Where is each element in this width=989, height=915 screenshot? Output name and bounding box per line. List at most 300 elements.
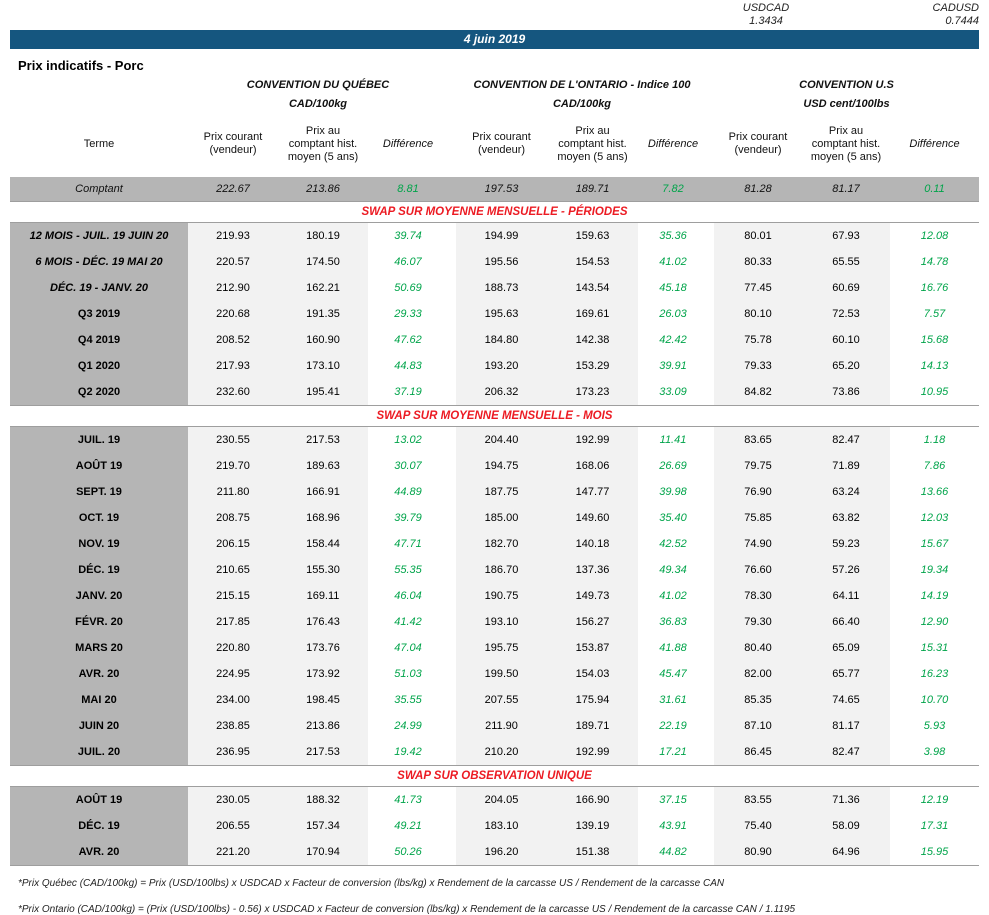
prix-courant-cell: 219.93 — [188, 223, 278, 249]
prix-courant-cell: 75.78 — [714, 327, 802, 353]
column-gap — [448, 635, 456, 661]
prix-courant-cell: 74.90 — [714, 531, 802, 557]
difference-cell: 11.41 — [638, 427, 708, 453]
prix-courant-cell: 83.55 — [714, 787, 802, 813]
footnote-quebec-formula: *Prix Québec (CAD/100kg) = Prix (USD/100lbs) x USDCAD x Facteur de conversion (lbs/kg) x Rendement de la carcasse US / Rendement de la carcasse CAN — [18, 878, 725, 889]
difference-cell: 13.66 — [890, 479, 979, 505]
terme-label: JUIL. 19 — [10, 427, 188, 453]
cadusd-label: CADUSD — [932, 2, 979, 14]
prix-comptant-cell: 137.36 — [547, 557, 638, 583]
section-title: SWAP SUR MOYENNE MENSUELLE - MOIS — [376, 410, 613, 422]
prix-courant-cell: 234.00 — [188, 687, 278, 713]
column-gap — [448, 427, 456, 453]
cadusd-value: 0.7444 — [945, 15, 979, 27]
prix-comptant-cell: 166.91 — [278, 479, 368, 505]
cadusd-rate — [859, 2, 979, 28]
prix-comptant-cell: 192.99 — [547, 427, 638, 453]
prix-comptant-cell: 159.63 — [547, 223, 638, 249]
prix-comptant-cell: 81.17 — [802, 713, 890, 739]
prix-courant-cell: 221.20 — [188, 839, 278, 865]
prix-comptant-cell: 158.44 — [278, 531, 368, 557]
difference-cell: 31.61 — [638, 687, 708, 713]
terme-label: AVR. 20 — [10, 839, 188, 865]
prix-comptant-cell: 147.77 — [547, 479, 638, 505]
column-gap — [448, 687, 456, 713]
quebec-prix-comptant-header: Prix au comptant hist. moyen (5 ans) — [287, 124, 359, 163]
table-row — [10, 453, 979, 479]
difference-cell: 12.19 — [890, 787, 979, 813]
difference-cell: 24.99 — [368, 713, 448, 739]
section-rows — [10, 222, 979, 406]
prix-comptant-cell: 142.38 — [547, 327, 638, 353]
prix-courant-cell: 76.90 — [714, 479, 802, 505]
difference-cell: 41.02 — [638, 583, 708, 609]
prix-comptant-cell: 154.53 — [547, 249, 638, 275]
prix-courant-cell: 190.75 — [456, 583, 547, 609]
prix-courant-cell: 217.93 — [188, 353, 278, 379]
terme-label: DÉC. 19 - JANV. 20 — [10, 275, 188, 301]
ontario-prix-comptant-header: Prix au comptant hist. moyen (5 ans) — [557, 124, 628, 163]
table-row — [10, 223, 979, 249]
section-rows — [10, 426, 979, 766]
difference-cell: 51.03 — [368, 661, 448, 687]
prix-courant-cell: 76.60 — [714, 557, 802, 583]
prix-comptant-cell: 63.82 — [802, 505, 890, 531]
difference-cell: 55.35 — [368, 557, 448, 583]
prix-courant-cell: 194.99 — [456, 223, 547, 249]
difference-cell: 33.09 — [638, 379, 708, 405]
difference-cell: 15.68 — [890, 327, 979, 353]
column-header-row — [10, 114, 979, 174]
prix-comptant-cell: 60.10 — [802, 327, 890, 353]
column-gap — [448, 275, 456, 301]
difference-cell: 35.40 — [638, 505, 708, 531]
prix-courant-cell: 187.75 — [456, 479, 547, 505]
column-gap — [448, 531, 456, 557]
difference-cell: 43.91 — [638, 813, 708, 839]
difference-cell: 46.07 — [368, 249, 448, 275]
table-row — [10, 479, 979, 505]
terme-label: NOV. 19 — [10, 531, 188, 557]
prix-comptant-cell: 64.11 — [802, 583, 890, 609]
table-row — [10, 713, 979, 739]
difference-cell: 17.31 — [890, 813, 979, 839]
terme-label: AVR. 20 — [10, 661, 188, 687]
difference-cell: 42.42 — [638, 327, 708, 353]
terme-label: 12 MOIS - JUIL. 19 JUIN 20 — [10, 223, 188, 249]
prix-courant-cell: 85.35 — [714, 687, 802, 713]
comptant-value: 213.86 — [278, 177, 368, 201]
terme-label: Q2 2020 — [10, 379, 188, 405]
ontario-difference-header: Différence — [647, 137, 699, 150]
prix-comptant-cell: 153.87 — [547, 635, 638, 661]
difference-cell: 26.03 — [638, 301, 708, 327]
prix-courant-cell: 75.85 — [714, 505, 802, 531]
difference-cell: 39.98 — [638, 479, 708, 505]
column-gap — [448, 223, 456, 249]
prix-courant-cell: 186.70 — [456, 557, 547, 583]
prix-courant-cell: 195.75 — [456, 635, 547, 661]
difference-cell: 41.42 — [368, 609, 448, 635]
prix-comptant-cell: 60.69 — [802, 275, 890, 301]
prix-comptant-cell: 160.90 — [278, 327, 368, 353]
terme-label: DÉC. 19 — [10, 813, 188, 839]
prix-comptant-cell: 217.53 — [278, 427, 368, 453]
prix-comptant-cell: 73.86 — [802, 379, 890, 405]
prix-courant-cell: 78.30 — [714, 583, 802, 609]
terme-label: Q4 2019 — [10, 327, 188, 353]
prix-comptant-cell: 66.40 — [802, 609, 890, 635]
difference-cell: 15.95 — [890, 839, 979, 865]
prix-comptant-cell: 156.27 — [547, 609, 638, 635]
prix-courant-cell: 230.55 — [188, 427, 278, 453]
prix-courant-cell: 87.10 — [714, 713, 802, 739]
prix-comptant-cell: 57.26 — [802, 557, 890, 583]
table-row — [10, 661, 979, 687]
prix-courant-cell: 184.80 — [456, 327, 547, 353]
prix-comptant-cell: 65.20 — [802, 353, 890, 379]
prix-comptant-cell: 82.47 — [802, 739, 890, 765]
prix-courant-cell: 210.65 — [188, 557, 278, 583]
prix-comptant-cell: 59.23 — [802, 531, 890, 557]
column-gap — [448, 661, 456, 687]
prix-courant-cell: 236.95 — [188, 739, 278, 765]
section-swap-periodes — [10, 202, 979, 406]
prix-comptant-cell: 189.63 — [278, 453, 368, 479]
prix-courant-cell: 206.55 — [188, 813, 278, 839]
quebec-difference-header: Différence — [382, 137, 434, 150]
difference-cell: 26.69 — [638, 453, 708, 479]
terme-column-header: Terme — [83, 137, 115, 150]
prix-courant-cell: 211.90 — [456, 713, 547, 739]
prix-comptant-cell: 65.55 — [802, 249, 890, 275]
prix-comptant-cell: 195.41 — [278, 379, 368, 405]
prix-courant-cell: 208.75 — [188, 505, 278, 531]
usdcad-rate — [706, 2, 826, 28]
prix-comptant-cell: 169.11 — [278, 583, 368, 609]
terme-label: OCT. 19 — [10, 505, 188, 531]
prix-comptant-cell: 173.76 — [278, 635, 368, 661]
prix-courant-cell: 82.00 — [714, 661, 802, 687]
difference-cell: 47.04 — [368, 635, 448, 661]
column-gap — [448, 479, 456, 505]
difference-cell: 13.02 — [368, 427, 448, 453]
prix-comptant-cell: 157.34 — [278, 813, 368, 839]
table-row — [10, 275, 979, 301]
table-row — [10, 327, 979, 353]
footnotes — [18, 878, 989, 915]
convention-header-row — [10, 79, 979, 91]
prix-courant-cell: 220.57 — [188, 249, 278, 275]
difference-cell: 12.08 — [890, 223, 979, 249]
terme-label: JANV. 20 — [10, 583, 188, 609]
column-gap — [448, 379, 456, 405]
prix-comptant-cell: 168.06 — [547, 453, 638, 479]
section-swap-mois — [10, 406, 979, 766]
prix-comptant-cell: 64.96 — [802, 839, 890, 865]
prix-comptant-cell: 65.09 — [802, 635, 890, 661]
difference-cell: 41.02 — [638, 249, 708, 275]
difference-cell: 19.42 — [368, 739, 448, 765]
prix-courant-cell: 220.68 — [188, 301, 278, 327]
prix-courant-cell: 210.20 — [456, 739, 547, 765]
difference-cell: 36.83 — [638, 609, 708, 635]
prix-comptant-cell: 175.94 — [547, 687, 638, 713]
terme-label: MAI 20 — [10, 687, 188, 713]
difference-cell: 16.76 — [890, 275, 979, 301]
comptant-difference: 8.81 — [368, 177, 448, 201]
comptant-value: 81.28 — [714, 177, 802, 201]
prix-courant-cell: 80.40 — [714, 635, 802, 661]
difference-cell: 14.78 — [890, 249, 979, 275]
difference-cell: 45.47 — [638, 661, 708, 687]
difference-cell: 3.98 — [890, 739, 979, 765]
prix-courant-cell: 199.50 — [456, 661, 547, 687]
prix-courant-cell: 84.82 — [714, 379, 802, 405]
prix-courant-cell: 83.65 — [714, 427, 802, 453]
column-gap — [448, 839, 456, 865]
table-row — [10, 427, 979, 453]
prix-comptant-cell: 72.53 — [802, 301, 890, 327]
difference-cell: 5.93 — [890, 713, 979, 739]
difference-cell: 7.86 — [890, 453, 979, 479]
us-prix-comptant-header: Prix au comptant hist. moyen (5 ans) — [810, 124, 882, 163]
table-row — [10, 505, 979, 531]
prix-courant-cell: 182.70 — [456, 531, 547, 557]
prix-courant-cell: 232.60 — [188, 379, 278, 405]
table-row — [10, 687, 979, 713]
difference-cell: 44.83 — [368, 353, 448, 379]
terme-label: JUIN 20 — [10, 713, 188, 739]
prix-comptant-cell: 71.36 — [802, 787, 890, 813]
column-gap — [448, 557, 456, 583]
usdcad-label: USDCAD — [742, 2, 790, 14]
table-row — [10, 787, 979, 813]
difference-cell: 39.79 — [368, 505, 448, 531]
prix-comptant-cell: 149.60 — [547, 505, 638, 531]
column-gap — [448, 353, 456, 379]
prix-comptant-cell: 174.50 — [278, 249, 368, 275]
table-row — [10, 635, 979, 661]
comptant-value: 197.53 — [456, 177, 547, 201]
ontario-unit-label: CAD/100kg — [552, 98, 612, 110]
prix-courant-cell: 183.10 — [456, 813, 547, 839]
prix-comptant-cell: 169.61 — [547, 301, 638, 327]
terme-label: Q1 2020 — [10, 353, 188, 379]
prix-courant-cell: 238.85 — [188, 713, 278, 739]
table-row — [10, 379, 979, 405]
terme-label: AOÛT 19 — [10, 787, 188, 813]
column-gap — [448, 249, 456, 275]
prix-comptant-cell: 151.38 — [547, 839, 638, 865]
ontario-prix-courant-header: Prix courant (vendeur) — [472, 131, 531, 156]
prix-comptant-cell: 162.21 — [278, 275, 368, 301]
difference-cell: 29.33 — [368, 301, 448, 327]
difference-cell: 35.36 — [638, 223, 708, 249]
usdcad-value: 1.3434 — [749, 15, 783, 27]
us-prix-courant-header: Prix courant (vendeur) — [728, 131, 788, 156]
difference-cell: 10.95 — [890, 379, 979, 405]
date-banner: 4 juin 2019 — [10, 30, 979, 49]
table-row — [10, 353, 979, 379]
prix-courant-cell: 79.30 — [714, 609, 802, 635]
comptant-row — [10, 177, 979, 202]
prix-courant-cell: 207.55 — [456, 687, 547, 713]
page-title: Prix indicatifs - Porc — [18, 58, 144, 73]
column-gap — [448, 609, 456, 635]
convention-ontario-header: CONVENTION DE L'ONTARIO - Indice 100 — [473, 79, 691, 91]
us-unit-label: USD cent/100lbs — [803, 98, 890, 110]
difference-cell: 42.52 — [638, 531, 708, 557]
terme-label: MARS 20 — [10, 635, 188, 661]
table-row — [10, 583, 979, 609]
prix-courant-cell: 79.75 — [714, 453, 802, 479]
terme-label: Q3 2019 — [10, 301, 188, 327]
difference-cell: 44.89 — [368, 479, 448, 505]
prix-courant-cell: 211.80 — [188, 479, 278, 505]
comptant-label: Comptant — [10, 177, 188, 201]
quebec-prix-courant-header: Prix courant (vendeur) — [203, 131, 263, 156]
difference-cell: 47.71 — [368, 531, 448, 557]
column-gap — [448, 813, 456, 839]
prix-courant-cell: 193.20 — [456, 353, 547, 379]
prix-courant-cell: 75.40 — [714, 813, 802, 839]
difference-cell: 50.69 — [368, 275, 448, 301]
prix-courant-cell: 206.15 — [188, 531, 278, 557]
prix-courant-cell: 195.56 — [456, 249, 547, 275]
prix-comptant-cell: 191.35 — [278, 301, 368, 327]
comptant-value: 189.71 — [547, 177, 638, 201]
prix-courant-cell: 80.33 — [714, 249, 802, 275]
column-gap — [448, 327, 456, 353]
difference-cell: 41.73 — [368, 787, 448, 813]
prix-courant-cell: 219.70 — [188, 453, 278, 479]
difference-cell: 49.21 — [368, 813, 448, 839]
prix-courant-cell: 217.85 — [188, 609, 278, 635]
difference-cell: 37.19 — [368, 379, 448, 405]
section-title: SWAP SUR MOYENNE MENSUELLE - PÉRIODES — [361, 206, 628, 218]
terme-label: AOÛT 19 — [10, 453, 188, 479]
comptant-value: 81.17 — [802, 177, 890, 201]
prix-comptant-cell: 173.10 — [278, 353, 368, 379]
comptant-difference: 7.82 — [638, 177, 708, 201]
prix-comptant-cell: 63.24 — [802, 479, 890, 505]
prix-courant-cell: 206.32 — [456, 379, 547, 405]
section-swap-observation-unique — [10, 766, 979, 866]
difference-cell: 14.13 — [890, 353, 979, 379]
prix-courant-cell: 185.00 — [456, 505, 547, 531]
prix-comptant-cell: 188.32 — [278, 787, 368, 813]
prix-comptant-cell: 166.90 — [547, 787, 638, 813]
difference-cell: 44.82 — [638, 839, 708, 865]
terme-label: FÉVR. 20 — [10, 609, 188, 635]
difference-cell: 10.70 — [890, 687, 979, 713]
prix-courant-cell: 188.73 — [456, 275, 547, 301]
prix-courant-cell: 220.80 — [188, 635, 278, 661]
prix-courant-cell: 79.33 — [714, 353, 802, 379]
prix-comptant-cell: 153.29 — [547, 353, 638, 379]
convention-us-header: CONVENTION U.S — [799, 79, 894, 91]
price-table — [10, 79, 979, 866]
column-gap — [448, 787, 456, 813]
column-gap — [448, 301, 456, 327]
prix-courant-cell: 86.45 — [714, 739, 802, 765]
fx-rates — [0, 0, 989, 28]
prix-courant-cell: 193.10 — [456, 609, 547, 635]
column-gap — [448, 177, 456, 201]
prix-comptant-cell: 82.47 — [802, 427, 890, 453]
prix-comptant-cell: 189.71 — [547, 713, 638, 739]
prix-comptant-cell: 71.89 — [802, 453, 890, 479]
table-row — [10, 609, 979, 635]
table-row — [10, 813, 979, 839]
prix-courant-cell: 215.15 — [188, 583, 278, 609]
us-difference-header: Différence — [909, 137, 960, 150]
difference-cell: 12.90 — [890, 609, 979, 635]
prix-comptant-cell: 198.45 — [278, 687, 368, 713]
prix-comptant-cell: 149.73 — [547, 583, 638, 609]
prix-courant-cell: 80.01 — [714, 223, 802, 249]
difference-cell: 49.34 — [638, 557, 708, 583]
prix-courant-cell: 212.90 — [188, 275, 278, 301]
difference-cell: 7.57 — [890, 301, 979, 327]
prix-comptant-cell: 74.65 — [802, 687, 890, 713]
prix-comptant-cell: 67.93 — [802, 223, 890, 249]
difference-cell: 39.74 — [368, 223, 448, 249]
prix-comptant-cell: 58.09 — [802, 813, 890, 839]
column-gap — [448, 583, 456, 609]
difference-cell: 50.26 — [368, 839, 448, 865]
difference-cell: 46.04 — [368, 583, 448, 609]
unit-header-row — [10, 98, 979, 110]
difference-cell: 35.55 — [368, 687, 448, 713]
difference-cell: 17.21 — [638, 739, 708, 765]
difference-cell: 12.03 — [890, 505, 979, 531]
prix-courant-cell: 204.05 — [456, 787, 547, 813]
table-row — [10, 301, 979, 327]
column-gap — [448, 739, 456, 765]
difference-cell: 22.19 — [638, 713, 708, 739]
prix-courant-cell: 80.10 — [714, 301, 802, 327]
difference-cell: 19.34 — [890, 557, 979, 583]
difference-cell: 1.18 — [890, 427, 979, 453]
table-row — [10, 531, 979, 557]
difference-cell: 14.19 — [890, 583, 979, 609]
terme-label: JUIL. 20 — [10, 739, 188, 765]
difference-cell: 16.23 — [890, 661, 979, 687]
terme-label: SEPT. 19 — [10, 479, 188, 505]
prix-comptant-cell: 176.43 — [278, 609, 368, 635]
prix-courant-cell: 80.90 — [714, 839, 802, 865]
quebec-unit-label: CAD/100kg — [288, 98, 348, 110]
prix-comptant-cell: 173.92 — [278, 661, 368, 687]
difference-cell: 15.67 — [890, 531, 979, 557]
difference-cell: 39.91 — [638, 353, 708, 379]
prix-comptant-cell: 65.77 — [802, 661, 890, 687]
prix-courant-cell: 194.75 — [456, 453, 547, 479]
section-title: SWAP SUR OBSERVATION UNIQUE — [397, 770, 592, 782]
column-gap — [448, 505, 456, 531]
comptant-value: 222.67 — [188, 177, 278, 201]
difference-cell: 45.18 — [638, 275, 708, 301]
prix-comptant-cell: 192.99 — [547, 739, 638, 765]
prix-comptant-cell: 217.53 — [278, 739, 368, 765]
prix-comptant-cell: 140.18 — [547, 531, 638, 557]
difference-cell: 41.88 — [638, 635, 708, 661]
terme-label: DÉC. 19 — [10, 557, 188, 583]
prix-courant-cell: 204.40 — [456, 427, 547, 453]
terme-label: 6 MOIS - DÉC. 19 MAI 20 — [10, 249, 188, 275]
